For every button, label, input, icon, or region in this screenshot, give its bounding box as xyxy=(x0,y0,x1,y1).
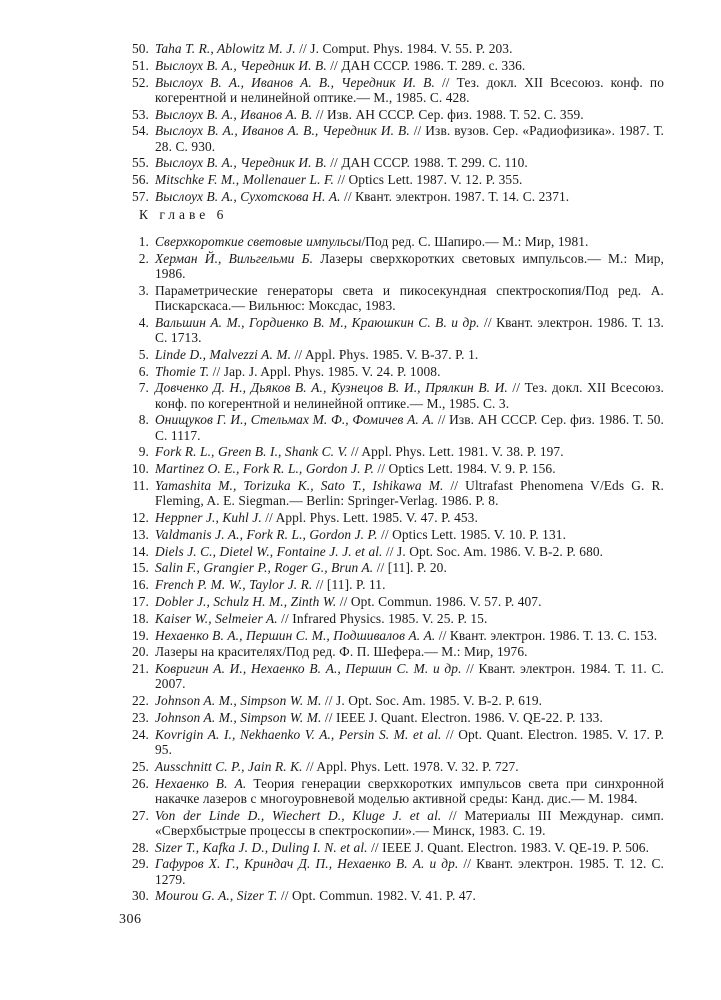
reference-item xyxy=(119,172,664,187)
reference-authors: Heppner J., Kuhl J. xyxy=(155,509,262,525)
reference-number: 29. xyxy=(131,856,149,872)
reference-authors: Martinez O. E., Fork R. L., Gordon J. P. xyxy=(155,461,374,477)
reference-item xyxy=(119,380,664,410)
reference-source: // [11]. P. 11. xyxy=(312,577,386,593)
reference-source: // Optics Lett. 1985. V. 10. P. 131. xyxy=(377,526,567,542)
reference-authors: Salin F., Grangier P., Roger G., Brun A. xyxy=(155,560,374,576)
reference-authors: Kaiser W., Selmeier A. xyxy=(155,610,278,626)
reference-number: 18. xyxy=(131,610,149,626)
reference-item xyxy=(119,189,664,204)
reference-authors: Kovrigin A. I., Nekhaenko V. A., Persin S. M. et al. xyxy=(155,726,442,742)
reference-item xyxy=(119,510,664,525)
reference-authors: Von der Linde D., Wiechert D., Kluge J. et al. xyxy=(155,807,442,823)
reference-item xyxy=(119,577,664,592)
reference-authors: Выслоух В. А., Чередник И. В. xyxy=(155,57,327,73)
page-number: 306 xyxy=(119,912,142,927)
reference-source: // Appl. Phys. Lett. 1978. V. 32. P. 727. xyxy=(302,758,519,774)
reference-list-chapter-6 xyxy=(119,234,664,905)
reference-source: // Квант. электрон. 1984. Т. 11. С. 2007. xyxy=(155,661,664,692)
reference-item xyxy=(119,478,664,508)
reference-authors: Выслоух В. А., Иванов А. В., Чередник И. В. xyxy=(155,74,435,90)
reference-authors: Выслоух В. А., Чередник И. В. xyxy=(155,155,327,171)
reference-item xyxy=(119,527,664,542)
reference-item xyxy=(119,107,664,122)
reference-source: // IEEE J. Quant. Electron. 1983. V. QE-19. P. 506. xyxy=(367,839,650,855)
reference-source: Лазеры сверхкоротких световых импульсов.— М.: Мир, 1986. xyxy=(155,250,664,281)
reference-authors: Онищуков Г. И., Стельмах М. Ф., Фомичев А. А. xyxy=(155,412,435,428)
reference-source: // Квант. электрон. 1987. Т. 14. С. 2371. xyxy=(340,188,570,204)
reference-source: // Изв. АН СССР. Сер. физ. 1988. Т. 52. С. 359. xyxy=(312,106,584,122)
reference-item xyxy=(119,628,664,643)
reference-number: 2. xyxy=(138,250,149,266)
reference-source: // Материалы III Междунар. симп. «Сверхбыстрые процессы в спектроскопии».— Минск, 1983. С. 19. xyxy=(155,807,664,838)
reference-authors: Fork R. L., Green B. I., Shank C. V. xyxy=(155,444,348,460)
reference-source: // Opt. Commun. 1986. V. 57. P. 407. xyxy=(336,593,542,609)
reference-number: 50. xyxy=(131,41,149,56)
reference-authors: Sizer T., Kafka J. D., Duling I. N. et al. xyxy=(155,839,368,855)
reference-authors: Довченко Д. Н., Дьяков В. А., Кузнецов В. И., Прялкин В. И. xyxy=(155,380,508,396)
reference-item xyxy=(119,808,664,838)
reference-item xyxy=(119,693,664,708)
reference-source: // Ultrafast Phenomena V/Eds G. R. Fleming, A. E. Siegman.— Berlin: Springer-Verlag. 1986. P. 8. xyxy=(155,477,664,509)
reference-number: 21. xyxy=(131,661,149,677)
reference-number: 26. xyxy=(131,775,149,791)
reference-authors: Выслоух В. А., Сухотскова Н. А. xyxy=(155,188,341,204)
reference-authors: Херман Й., Вильгельми Б. xyxy=(155,250,314,266)
reference-authors: Ковригин А. И., Нехаенко В. А., Першин С. М. и др. xyxy=(155,661,462,677)
reference-number: 16. xyxy=(131,577,149,593)
reference-item xyxy=(119,560,664,575)
reference-source: // Изв. вузов. Сер. «Радиофизика». 1987. Т. 28. С. 930. xyxy=(155,123,664,154)
reference-authors: Ausschnitt C. P., Jain R. K. xyxy=(155,758,303,774)
reference-source: // Квант. электрон. 1985. Т. 12. С. 1279. xyxy=(155,856,664,887)
reference-authors: Нехаенко В. А. xyxy=(155,775,247,791)
reference-number: 8. xyxy=(138,412,149,428)
reference-authors: Diels J. C., Dietel W., Fontaine J. J. et al. xyxy=(155,543,383,559)
reference-item xyxy=(119,251,664,281)
reference-item xyxy=(119,594,664,609)
reference-source: // ДАН СССР. 1988. Т. 299. С. 110. xyxy=(326,155,528,171)
reference-item xyxy=(119,155,664,170)
reference-item xyxy=(119,75,664,105)
reference-source: // J. Opt. Soc. Am. 1986. V. B-2. P. 680. xyxy=(382,543,604,559)
reference-number: 6. xyxy=(138,363,149,379)
reference-authors: Нехаенко В. А., Першин С. М., Подшивалов А. А. xyxy=(155,627,436,643)
reference-number: 24. xyxy=(131,726,149,742)
reference-number: 17. xyxy=(131,593,149,609)
reference-item xyxy=(119,315,664,345)
reference-source: /Под ред. С. Шапиро.— М.: Мир, 1981. xyxy=(361,234,589,249)
reference-number: 5. xyxy=(138,346,149,362)
reference-authors: Выслоух В. А., Иванов А. В. xyxy=(155,106,313,122)
reference-number: 19. xyxy=(131,627,149,643)
reference-source: // Тез. докл. XII Всесоюз. конф. по когерентной и нелинейной оптике.— М., 1985. С. 428. xyxy=(155,74,664,105)
reference-source: // J. Opt. Soc. Am. 1985. V. B-2. P. 619. xyxy=(321,693,543,709)
reference-authors: Thomie T. xyxy=(155,363,210,379)
reference-source: // Appl. Phys. 1985. V. B-37. P. 1. xyxy=(291,346,479,362)
reference-number: 11. xyxy=(132,477,149,493)
reference-source: // Appl. Phys. Lett. 1985. V. 47. P. 453. xyxy=(261,509,478,525)
reference-number: 54. xyxy=(131,123,149,139)
reference-number: 22. xyxy=(131,693,149,709)
reference-authors: Вальшин А. М., Гордиенко В. М., Краюшкин С. В. и др. xyxy=(155,314,480,330)
chapter-heading: К главе 6 xyxy=(139,207,228,222)
reference-item xyxy=(119,776,664,806)
reference-source: Лазеры на красителях/Под ред. Ф. П. Шефера.— М.: Мир, 1976. xyxy=(155,644,528,660)
reference-item xyxy=(119,123,664,153)
reference-authors: Taha T. R., Ablowitz M. J. xyxy=(155,41,296,56)
reference-item xyxy=(119,644,664,659)
reference-number: 53. xyxy=(131,106,149,122)
reference-item xyxy=(119,461,664,476)
reference-item xyxy=(119,544,664,559)
reference-item xyxy=(119,412,664,442)
reference-item xyxy=(119,727,664,757)
reference-item xyxy=(119,856,664,886)
reference-item xyxy=(119,347,664,362)
reference-number: 27. xyxy=(131,807,149,823)
reference-item xyxy=(119,364,664,379)
reference-number: 15. xyxy=(131,560,149,576)
reference-source: // J. Comput. Phys. 1984. V. 55. P. 203. xyxy=(295,41,513,56)
reference-number: 3. xyxy=(138,282,149,298)
reference-number: 10. xyxy=(131,461,149,477)
reference-number: 56. xyxy=(131,172,149,188)
reference-source: // Opt. Quant. Electron. 1985. V. 17. P. 95. xyxy=(155,726,664,757)
reference-item xyxy=(119,444,664,459)
reference-source: // Optics Lett. 1984. V. 9. P. 156. xyxy=(373,461,556,477)
reference-number: 52. xyxy=(131,74,149,90)
reference-source: // Opt. Commun. 1982. V. 41. P. 47. xyxy=(277,888,476,904)
reference-authors: Dobler J., Schulz H. M., Zinth W. xyxy=(155,593,337,609)
reference-source: // IEEE J. Quant. Electron. 1986. V. QE-22. P. 133. xyxy=(321,709,603,725)
reference-authors: French P. M. W., Taylor J. R. xyxy=(155,577,313,593)
reference-source: // Квант. электрон. 1986. Т. 13. С. 153. xyxy=(435,627,658,643)
reference-number: 4. xyxy=(138,314,149,330)
reference-list-previous-chapter xyxy=(119,41,664,206)
reference-number: 20. xyxy=(131,644,149,660)
reference-item xyxy=(119,661,664,691)
reference-source: // Jap. J. Appl. Phys. 1985. V. 24. P. 1008. xyxy=(209,363,441,379)
reference-source: // Квант. электрон. 1986. Т. 13. С. 1713. xyxy=(155,314,664,345)
reference-authors: Mitschke F. M., Mollenauer L. F. xyxy=(155,172,334,188)
reference-authors: Johnson A. M., Simpson W. M. xyxy=(155,709,322,725)
reference-number: 51. xyxy=(131,57,149,73)
reference-authors: Гафуров Х. Г., Криндач Д. П., Нехаенко В. А. и др. xyxy=(155,856,459,872)
reference-number: 25. xyxy=(131,758,149,774)
reference-number: 23. xyxy=(131,709,149,725)
reference-number: 14. xyxy=(131,543,149,559)
reference-source: // ДАН СССР. 1986. Т. 289. с. 336. xyxy=(326,57,526,73)
reference-source: // [11]. P. 20. xyxy=(373,560,447,576)
reference-source: Теория генерации сверхкоротких импульсов света при синхронной накачке лазеров с многоуровневой моделью активной среды: Канд. дис.— М. 1984. xyxy=(155,775,664,806)
reference-source: // Appl. Phys. Lett. 1981. V. 38. P. 197. xyxy=(347,444,564,460)
reference-source: // Изв. АН СССР. Сер. физ. 1986. Т. 50. С. 1117. xyxy=(155,412,664,443)
reference-number: 13. xyxy=(131,526,149,542)
reference-number: 28. xyxy=(131,839,149,855)
reference-item xyxy=(119,611,664,626)
reference-source: Параметрические генераторы света и пикосекундная спектроскопия/Под ред. А. Пискарскаса.— Вильнюс: Моксдас, 1983. xyxy=(155,282,664,313)
reference-number: 7. xyxy=(138,380,149,396)
reference-item xyxy=(119,58,664,73)
reference-authors: Yamashita M., Torizuka K., Sato T., Ishikawa M. xyxy=(155,477,444,493)
reference-number: 9. xyxy=(138,444,149,460)
reference-item xyxy=(119,759,664,774)
reference-authors: Valdmanis J. A., Fork R. L., Gordon J. P. xyxy=(155,526,378,542)
reference-number: 12. xyxy=(131,509,149,525)
reference-authors: Выслоух В. А., Иванов А. В., Чередник И. В. xyxy=(155,123,410,139)
reference-item xyxy=(119,41,664,56)
reference-item xyxy=(119,840,664,855)
reference-item xyxy=(119,710,664,725)
reference-number: 1. xyxy=(138,234,149,249)
reference-item xyxy=(119,888,664,903)
reference-number: 30. xyxy=(131,888,149,904)
reference-item xyxy=(119,234,664,249)
reference-authors: Mourou G. A., Sizer T. xyxy=(155,888,278,904)
reference-number: 55. xyxy=(131,155,149,171)
reference-source: // Optics Lett. 1987. V. 12. P. 355. xyxy=(334,172,523,188)
reference-authors: Сверхкороткие световые импульсы xyxy=(155,234,362,249)
reference-source: // Infrared Physics. 1985. V. 25. P. 15. xyxy=(277,610,488,626)
reference-authors: Johnson A. M., Simpson W. M. xyxy=(155,693,322,709)
reference-source: // Тез. докл. XII Всесоюз. конф. по когерентной и нелинейной оптике.— М., 1985. С. 3. xyxy=(155,380,664,411)
reference-item xyxy=(119,283,664,313)
reference-authors: Linde D., Malvezzi A. M. xyxy=(155,346,292,362)
reference-number: 57. xyxy=(131,188,149,204)
